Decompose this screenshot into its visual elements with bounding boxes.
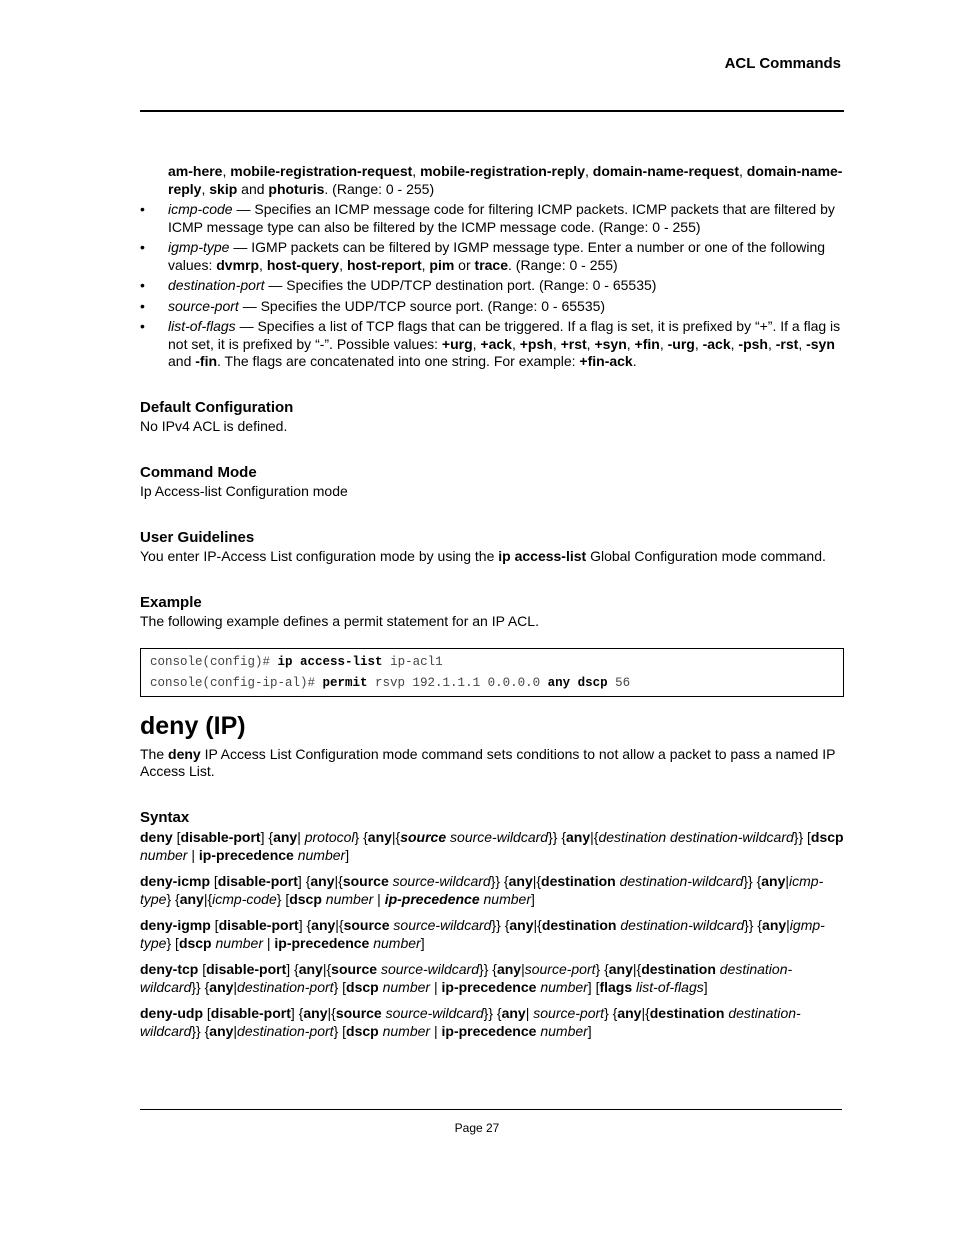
user-guidelines-text: You enter IP-Access List configuration mode by using the ip access-list Global Configuration mode command. xyxy=(140,548,826,564)
parameter-list xyxy=(140,201,844,371)
footer-rule xyxy=(140,1109,842,1110)
syntax-deny-icmp: deny-icmp [disable-port] {any|{source source-wildcard}} {any|{destination destination-wildcard}} {any|icmp-type} {any|{icmp-code} [dscp number | ip-precedence number] xyxy=(140,873,824,907)
command-mode-text: Ip Access-list Configuration mode xyxy=(140,483,348,499)
page-content xyxy=(140,163,844,1048)
list-item: • destination-port — Specifies the UDP/TCP destination port. (Range: 0 - 65535) xyxy=(140,277,657,293)
code-line: console(config)# ip access-list ip-acl1 xyxy=(150,654,443,669)
list-item: • source-port — Specifies the UDP/TCP source port. (Range: 0 - 65535) xyxy=(140,297,606,314)
bullet-icon: • xyxy=(140,201,145,217)
list-item: • igmp-type — IGMP packets can be filtered by IGMP message type. Enter a number or one of the following values: dvmrp, host-query, host-report, pim or trace. (Range: 0 - 255) xyxy=(140,239,826,273)
syntax-deny-igmp: deny-igmp [disable-port] {any|{source source-wildcard}} {any|{destination destination-wildcard}} {any|igmp-type} [dscp number | ip-precedence number] xyxy=(140,917,825,951)
code-example-box xyxy=(140,648,844,697)
syntax-deny: deny [disable-port] {any| protocol} {any|{source source-wildcard}} {any|{destination destination-wildcard}} [dscp number | ip-precedence number] xyxy=(140,829,844,863)
default-configuration-text: No IPv4 ACL is defined. xyxy=(140,418,288,434)
list-item: • icmp-code — Specifies an ICMP message code for filtering ICMP packets. ICMP packets that are filtered by ICMP message type can also be filtered by the ICMP message code. (Range: 0 - 255) xyxy=(140,201,835,235)
header-rule xyxy=(140,110,844,112)
bullet-icon: • xyxy=(140,239,145,255)
bullet-icon: • xyxy=(140,297,145,314)
default-configuration-heading: Default Configuration xyxy=(140,398,294,416)
command-description: The deny IP Access List Configuration mode command sets conditions to not allow a packet to pass a named IP Access List. xyxy=(140,745,836,779)
running-header: ACL Commands xyxy=(724,55,841,72)
example-text: The following example defines a permit statement for an IP ACL. xyxy=(140,613,539,629)
command-mode-heading: Command Mode xyxy=(140,463,257,481)
syntax-heading: Syntax xyxy=(140,808,190,826)
list-item: • list-of-flags — Specifies a list of TCP flags that can be triggered. If a flag is set, it is prefixed by “+”. If a flag is not set, it is prefixed by “-”. Possible values: +urg, +ack, +psh, +rst, +syn, +fin, -urg, -ack, -psh, -rst, -syn and -fin. The flags are concatenated into one string. For example: +fin-ack. xyxy=(140,318,841,369)
command-title: deny (IP) xyxy=(140,711,246,740)
page-number: Page 27 xyxy=(454,1121,500,1135)
example-heading: Example xyxy=(140,593,202,611)
bullet-icon: • xyxy=(140,277,145,293)
user-guidelines-heading: User Guidelines xyxy=(140,528,255,546)
syntax-deny-tcp: deny-tcp [disable-port] {any|{source source-wildcard}} {any|source-port} {any|{destination destination-wildcard}} {any|destination-port} [dscp number | ip-precedence number] [flags list-of-flags] xyxy=(140,961,793,995)
bullet-icon: • xyxy=(140,318,145,334)
continuation-text: am-here, mobile-registration-request, mobile-registration-reply, domain-name-request, domain-name-reply, skip and photuris. (Range: 0 - 255) xyxy=(168,163,843,197)
code-line: console(config-ip-al)# permit rsvp 192.1.1.1 0.0.0.0 any dscp 56 xyxy=(150,675,631,690)
syntax-deny-udp: deny-udp [disable-port] {any|{source source-wildcard}} {any| source-port} {any|{destination destination-wildcard}} {any|destination-port} [dscp number | ip-precedence number] xyxy=(140,1005,801,1039)
